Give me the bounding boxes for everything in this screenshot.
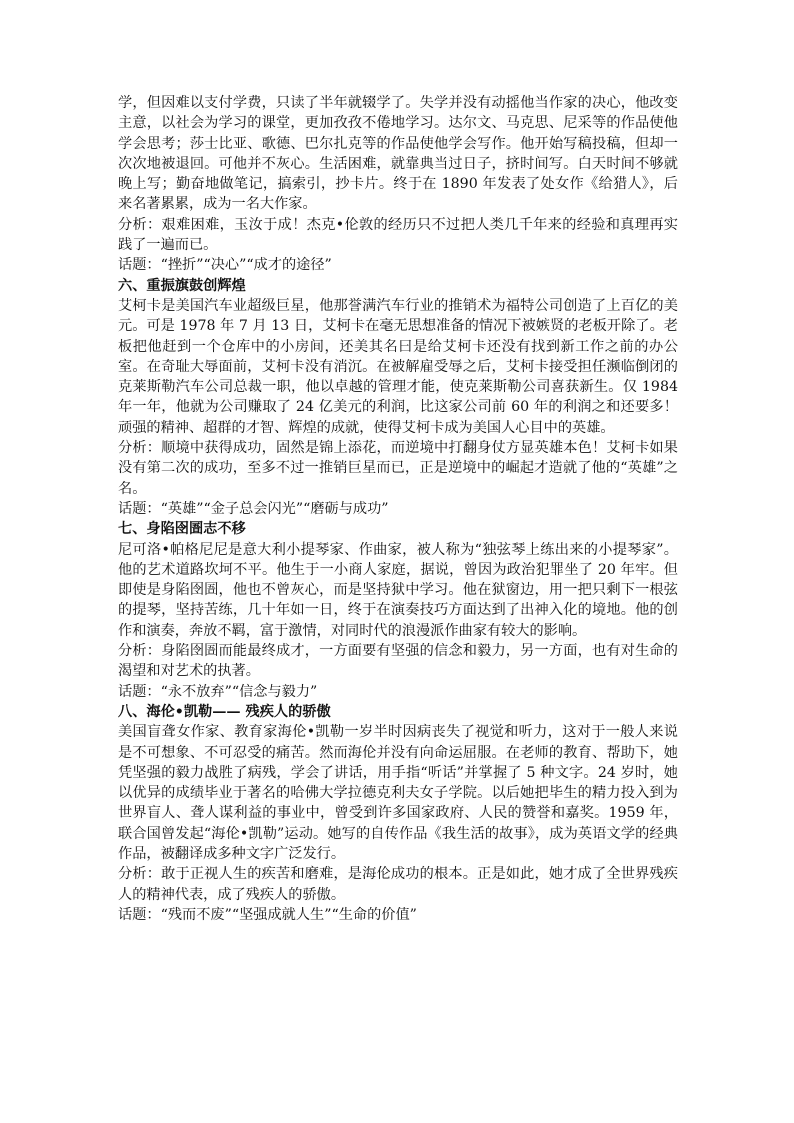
story-paragraph: 学，但因难以支付学费，只读了半年就辍学了。失学并没有动摇他当作家的决心，他改变主意，以社会为学习的课堂，更加孜孜不倦地学习。达尔文、马克思、尼采等的作品使他学会思考；莎士比亚、歌德、巴尔扎克等的作品使他学会写作。他开始写稿投稿，但却一次次地被退回。可他并不灰心。生活困难，就靠典当过日子，挤时间写。白天时间不够就晚上写；勤奋地做笔记，搞索引，抄卡片。终于在 1890 年发表了处女作《给猎人》，后来名著累累，成为一名大作家。 xyxy=(118,95,678,213)
story-paragraph: 美国盲聋女作家、教育家海伦•凯勒一岁半时因病丧失了视觉和听力，这对于一般人来说是不可想象、不可忍受的痛苦。然而海伦并没有向命运屈服。在老师的教育、帮助下，她凭坚强的毅力战胜了病残，学会了讲话，用手指“听话”并掌握了 5 种文字。24 岁时，她以优异的成绩毕业于著名的哈佛大学拉德克利夫女子学院。以后她把毕生的精力投入到为世界盲人、聋人谋利益的事业中，曾受到许多国家政府、人民的赞誉和嘉奖。1959 年，联合国曾发起“海伦•凯勒”运动。她写的自传作品《我生活的故事》，成为英语文学的经典作品，被翻译成多种文字广泛发行。 xyxy=(118,724,678,862)
analysis-paragraph: 分析：顺境中获得成功，固然是锦上添花，而逆境中打翻身仗方显英雄本色！艾柯卡如果没有第二次的成功，至多不过一推销巨星而已，正是逆境中的崛起才造就了他的“英雄”之名。 xyxy=(118,440,678,497)
analysis-paragraph: 分析：身陷囹圄而能最终成才，一方面要有坚强的信念和毅力，另一方面，也有对生命的渴望和对艺术的执著。 xyxy=(118,643,678,680)
topic-line: 话题：“英雄”“金子总会闪光”“磨砺与成功” xyxy=(118,500,389,517)
topic-line: 话题：“永不放弃”“信念与毅力” xyxy=(118,683,318,700)
analysis-paragraph: 分析：艰难困难，玉汝于成！杰克•伦敦的经历只不过把人类几千年来的经验和真理再实践了一遍而已。 xyxy=(118,216,678,254)
story-paragraph: 尼可洛•帕格尼尼是意大利小提琴家、作曲家，被人称为“独弦琴上练出来的小提琴家”。他的艺术道路坎坷不平。他生于一小商人家庭，据说，曾因为政治犯罪坐了 20 年牢。但即使是身陷囹圄，他也不曾灰心，而是坚持狱中学习。他在狱窗边，用一把只剩下一根弦的提琴，坚持苦练，几十年如一日，终于在演奏技巧方面达到了出神入化的境地。他的创作和演奏，奔放不羁，富于激情，对同时代的浪漫派作曲家有较大的影响。 xyxy=(118,541,678,639)
story-paragraph: 艾柯卡是美国汽车业超级巨星，他那誉满汽车行业的推销术为福特公司创造了上百亿的美元。可是 1978 年 7 月 13 日，艾柯卡在毫无思想准备的情况下被嫉贤的老板开除了。老板把他赶到一个仓库中的小房间，还美其名曰是给艾柯卡还没有找到新工作之前的办公室。在奇耻大辱面前，艾柯卡没有消沉。在被解雇受辱之后，艾柯卡接受担任濒临倒闭的克莱斯勒汽车公司总裁一职，他以卓越的管理才能，使克莱斯勒公司喜获新生。仅 1984 年一年，他就为公司赚取了 24 亿美元的利润，比这家公司前 60 年的利润之和还要多！顽强的精神、超群的才智、辉煌的成就，使得艾柯卡成为美国人心目中的英雄。 xyxy=(118,297,678,436)
topic-line: 话题：“挫折”“决心”“成才的途径” xyxy=(118,257,332,274)
section-heading: 八、海伦•凯勒—— 残疾人的骄傲 xyxy=(118,703,331,720)
section-heading: 六、重振旗鼓创辉煌 xyxy=(118,277,246,294)
topic-line: 话题：“残而不废”“坚强成就人生”“生命的价值” xyxy=(118,906,417,923)
analysis-paragraph: 分析：敢于正视人生的疾苦和磨难，是海伦成功的根本。正是如此，她才成了全世界残疾人的精神代表，成了残疾人的骄傲。 xyxy=(118,866,678,903)
document-page xyxy=(118,93,678,925)
section-heading: 七、身陷囹圄志不移 xyxy=(118,521,246,538)
